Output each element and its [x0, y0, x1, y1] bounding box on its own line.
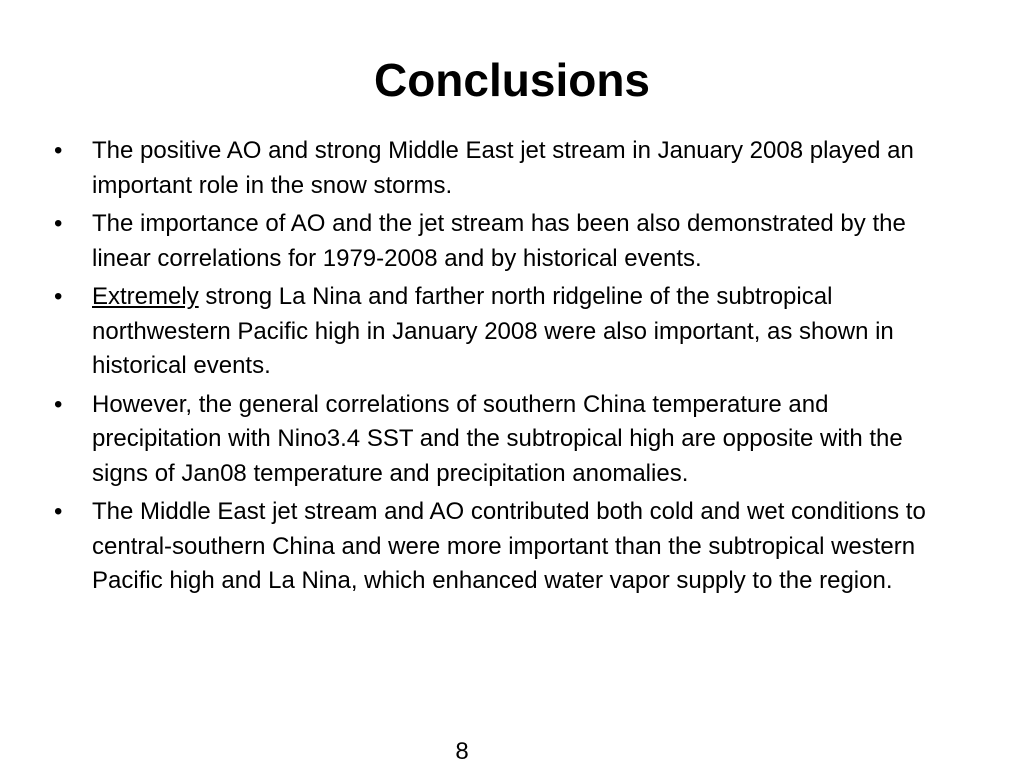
bullet-text: The positive AO and strong Middle East jet stream in January 2008 played an important role in the snow storms. — [92, 137, 914, 199]
bullet-item-2 — [50, 207, 950, 276]
bullet-text: However, the general correlations of southern China temperature and precipitation with Nino3.4 SST and the subtropical high are opposite with the signs of Jan08 temperature and precipitation anomalies. — [92, 390, 903, 487]
bullet-item-4 — [50, 388, 950, 492]
bullet-text: The Middle East jet stream and AO contributed both cold and wet conditions to central-southern China and were more important than the subtropical western Pacific high and La Nina, which enhanced water vapor supply to the region. — [92, 498, 926, 594]
slide-title: Conclusions — [373, 54, 651, 106]
bullet-item-1 — [50, 134, 950, 203]
bullet-icon: • — [54, 283, 63, 310]
bullet-text: strong La Nina and farther north ridgeline of the subtropical northwestern Pacific high in January 2008 were also important, as shown in historical events. — [92, 283, 894, 379]
page-number: 8 — [455, 738, 469, 765]
bullet-icon: • — [54, 137, 63, 164]
bullet-icon: • — [54, 390, 63, 418]
bullet-icon: • — [54, 498, 63, 525]
bullet-icon: • — [54, 210, 63, 237]
bullet-underlined-lead: Extremely — [92, 283, 199, 310]
bullet-list — [50, 134, 950, 603]
bullet-item-5 — [50, 495, 950, 599]
bullet-text: The importance of AO and the jet stream has been also demonstrated by the linear correlations for 1979-2008 and by historical events. — [92, 210, 906, 272]
bullet-item-3 — [50, 280, 950, 384]
